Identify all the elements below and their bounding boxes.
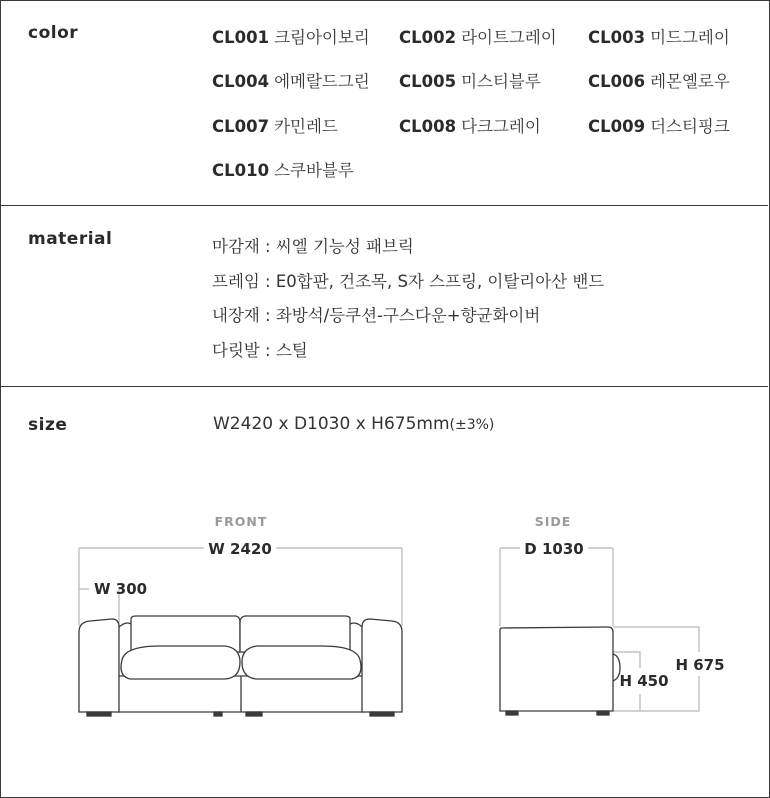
sofa-side-drawing — [500, 627, 620, 715]
color-code: CL005 — [399, 72, 457, 91]
size-label: size — [28, 415, 68, 435]
color-code: CL007 — [212, 117, 270, 136]
color-name: 카민레드 — [274, 117, 338, 136]
size-dimensions-value: W2420 x D1030 x H675mm — [213, 414, 450, 434]
material-line: 마감재 : 씨엘 기능성 패브릭 — [212, 237, 414, 256]
color-label: color — [28, 23, 79, 43]
seat-height-text: H 450 — [619, 672, 669, 690]
color-code: CL009 — [588, 117, 646, 136]
color-code: CL010 — [212, 161, 270, 180]
arm-width-text: W 300 — [94, 580, 148, 598]
color-name: 미드그레이 — [650, 28, 730, 47]
material-line: 다릿발 : 스틸 — [212, 341, 308, 360]
size-tolerance: (±3%) — [449, 417, 495, 433]
color-code: CL001 — [212, 28, 270, 47]
sofa-front-drawing — [79, 616, 402, 716]
side-depth-text: D 1030 — [524, 540, 584, 558]
color-code: CL008 — [399, 117, 457, 136]
material-line: 프레임 : E0합판, 건조목, S자 스프링, 이탈리아산 밴드 — [212, 272, 605, 291]
front-width-text: W 2420 — [208, 540, 272, 558]
color-name: 스쿠바블루 — [274, 161, 354, 180]
side-depth-dimension — [500, 548, 613, 626]
total-height-text: H 675 — [675, 656, 725, 674]
color-code: CL006 — [588, 72, 646, 91]
color-name: 라이트그레이 — [461, 28, 557, 47]
color-code: CL003 — [588, 28, 646, 47]
color-name: 더스티핑크 — [650, 117, 730, 136]
color-name: 크림아이보리 — [274, 28, 370, 47]
color-code: CL004 — [212, 72, 270, 91]
color-name: 레몬옐로우 — [650, 72, 730, 91]
color-name: 미스티블루 — [461, 72, 541, 91]
material-label: material — [28, 229, 113, 249]
material-line: 내장재 : 좌방석/등쿠션-구스다운+향균화이버 — [212, 306, 541, 325]
color-name: 다크그레이 — [461, 117, 541, 136]
color-name: 에메랄드그린 — [274, 72, 370, 91]
color-code: CL002 — [399, 28, 457, 47]
front-view-label: FRONT — [214, 514, 268, 529]
side-view-label: SIDE — [534, 514, 572, 529]
